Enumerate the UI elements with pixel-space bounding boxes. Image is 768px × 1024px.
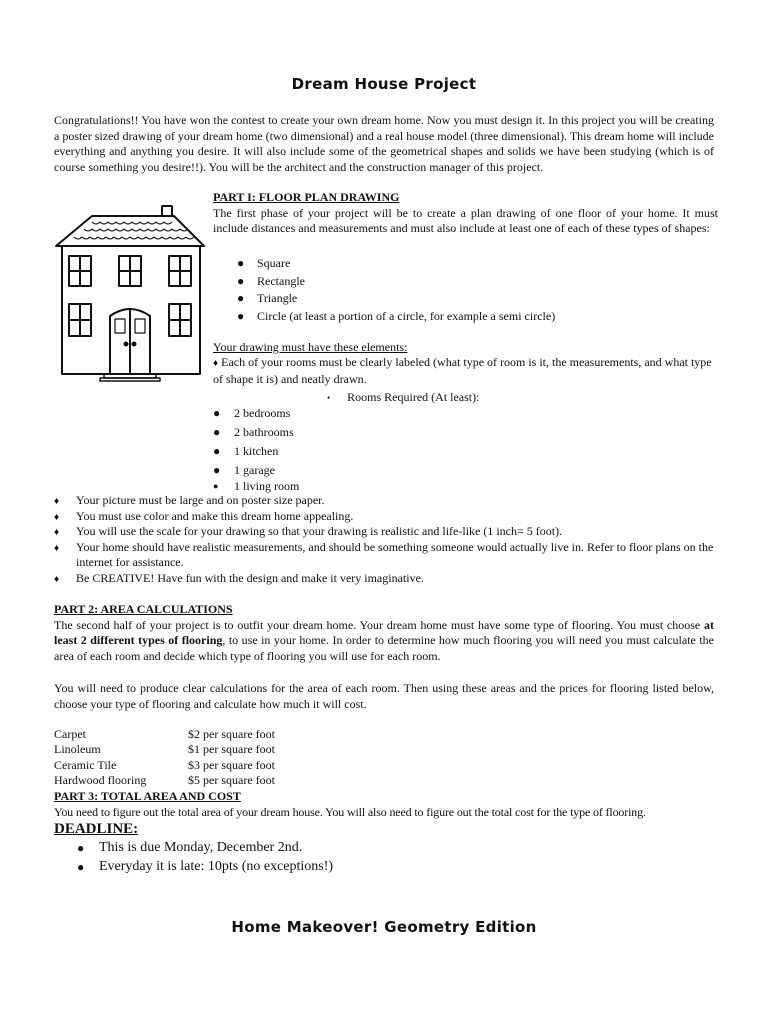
part1-text: The first phase of your project will be to create a plan drawing of one floor of your home. It must include distances and measurements and must also include at least one of each of these types of shapes: <box>213 205 718 235</box>
deadline-list <box>77 840 577 878</box>
small-bullet-icon: • <box>327 393 331 403</box>
diamond-bullet-icon: ♦ <box>54 496 60 507</box>
diamond-bullet-icon: ♦ <box>54 511 60 523</box>
list-item: ● 1 living room <box>213 479 300 493</box>
intro-paragraph: Congratulations!! You have won the contest to create your own dream home. Now you must design it. In this project you will be creating a poster sized drawing of your dream home (two dimensional) and a real house model (three dimensional). This dream home will include everything and anything you desire. It will also include some of the geometrical shapes and solids we have been studying (which is of course something you desire!!). You will be the architect and the construction manager of this project. <box>54 113 714 174</box>
bullet-icon: ● <box>213 425 221 439</box>
diamond-bullet-icon: ♦ <box>54 573 60 585</box>
rooms-labeled-rule: ♦ Each of your rooms must be clearly labeled (what type of room is it, the measurements, and what type of shape it is) and neatly drawn. <box>213 355 712 386</box>
part3-section <box>54 789 734 820</box>
rooms-required-label: • Rooms Required (At least): <box>327 390 480 404</box>
list-item: ● 2 bathrooms <box>213 425 294 439</box>
bullet-icon: ● <box>77 860 85 874</box>
list-item: ● 1 garage <box>213 463 275 477</box>
list-item: ● Circle (at least a portion of a circle, for example a semi circle) <box>237 308 556 323</box>
part2-text: The second half of your project is to outfit your dream home. Your dream home must have some type of flooring. You must choose at least 2 different types of flooring, to use in your home. In order to determine how much flooring you will need you must calculate the area of each room and decide which type of flooring you will use for each room. <box>54 617 714 663</box>
footer-title: Home Makeover! Geometry Edition <box>231 918 537 936</box>
part3-text: You need to figure out the total area of your dream house. You will also need to figure out the total cost for the type of flooring. <box>54 804 646 819</box>
page-title: Dream House Project <box>291 75 477 93</box>
list-item: ♦ Be CREATIVE! Have fun with the design and make it very imaginative. <box>54 571 718 587</box>
rules-list <box>54 493 718 586</box>
list-item: ● Triangle <box>237 291 298 305</box>
list-item: ♦ Your home should have realistic measurements, and should be something someone would actually live in. Refer to floor plans on the internet for assistance. <box>54 539 714 569</box>
list-item: ♦ You will use the scale for your drawing so that your drawing is realistic and life-like (1 inch= 5 foot). <box>54 524 718 540</box>
list-item: ● 1 kitchen <box>213 444 279 458</box>
bullet-icon: ● <box>237 256 245 270</box>
shapes-list <box>237 256 717 326</box>
bullet-icon: ● <box>77 841 85 855</box>
list-item: ● 2 bedrooms <box>213 406 291 420</box>
list-item: ♦ Your picture must be large and on poster size paper. <box>54 493 718 509</box>
part3-heading: PART 3: TOTAL AREA AND COST <box>54 789 241 803</box>
list-item: ● This is due Monday, December 2nd. <box>77 840 303 855</box>
part2-section <box>54 602 714 664</box>
bullet-icon: ● <box>213 463 221 477</box>
bullet-icon: ● <box>237 308 245 323</box>
bullet-icon: ● <box>213 406 221 420</box>
list-item: ♦ You must use color and make this dream home appealing. <box>54 509 718 525</box>
bullet-icon: ● <box>237 291 245 305</box>
bullet-icon: ● <box>213 481 219 491</box>
deadline-heading: DEADLINE: <box>54 821 139 837</box>
list-item: ● Rectangle <box>237 273 305 288</box>
bullet-icon: ● <box>237 273 245 288</box>
house-illustration <box>52 204 208 382</box>
rooms-list <box>213 406 513 494</box>
diamond-bullet-icon: ♦ <box>54 542 60 554</box>
list-item: ● Everyday it is late: 10pts (no exceptions!) <box>77 859 334 874</box>
elements-heading: Your drawing must have these elements: <box>213 340 408 354</box>
diamond-bullet-icon: ♦ <box>54 527 60 538</box>
diamond-bullet-icon: ♦ <box>213 358 219 369</box>
list-item: ● Square <box>237 256 291 270</box>
part1-heading: PART I: FLOOR PLAN DRAWING <box>213 190 400 204</box>
part2-heading: PART 2: AREA CALCULATIONS <box>54 602 233 616</box>
part1-section <box>213 190 718 237</box>
bullet-icon: ● <box>213 444 221 458</box>
part2-text2: You will need to produce clear calculations for the area of each room. Then using these areas and the prices for flooring listed below, choose your type of flooring and calculate how much it will cost. <box>54 681 714 711</box>
